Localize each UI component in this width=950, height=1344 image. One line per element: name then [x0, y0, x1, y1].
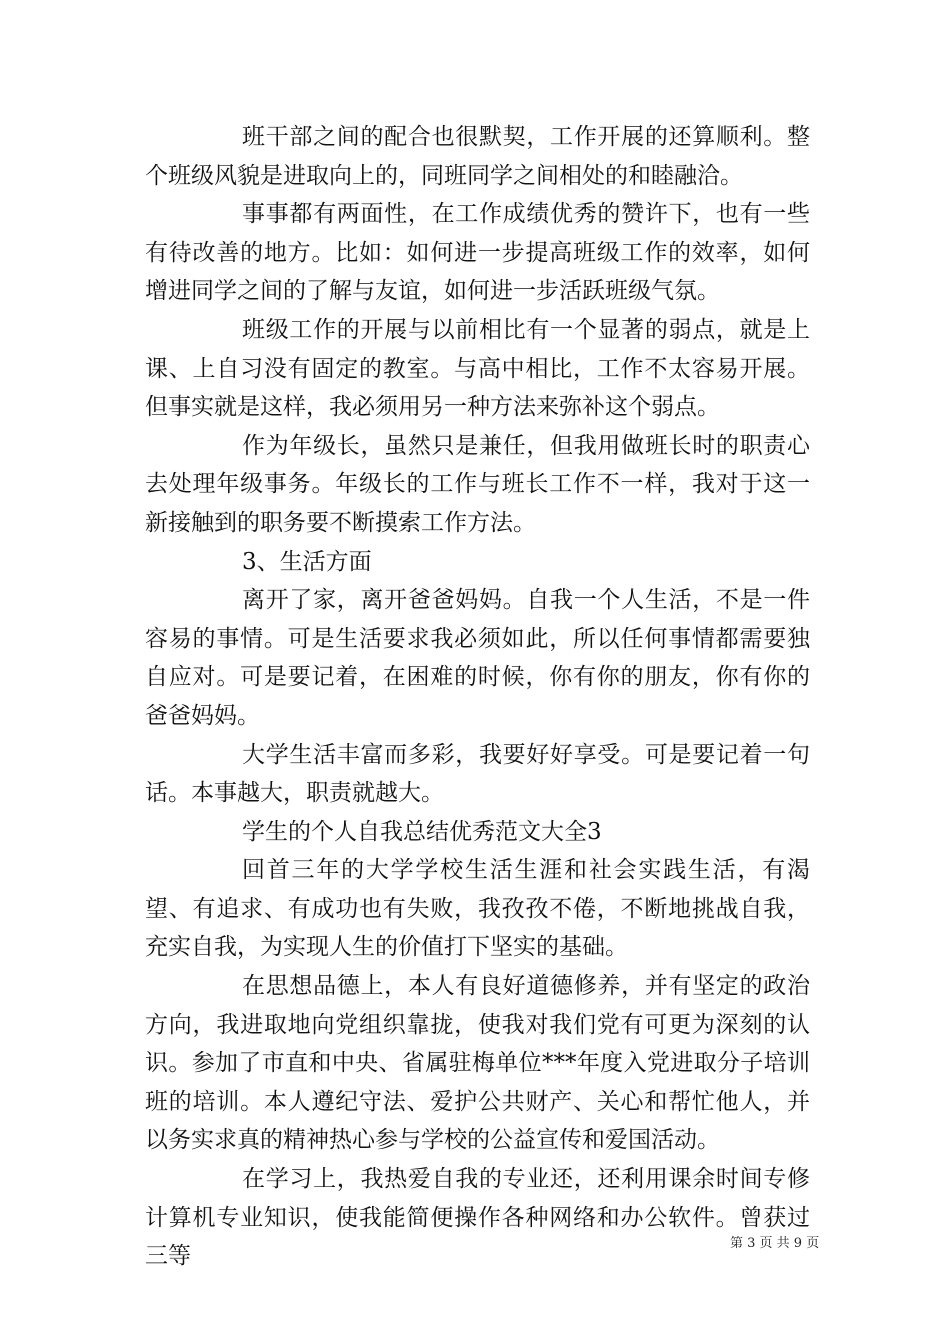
paragraph-class-cadre-cooperation: 班干部之间的配合也很默契，工作开展的还算顺利。整个班级风貌是进取向上的，同班同学之间相处的和睦融洽。 [145, 124, 810, 189]
paragraph-two-sides: 事事都有两面性，在工作成绩优秀的赞许下，也有一些有待改善的地方。比如：如何进一步提高班级工作的效率，如何增进同学之间的了解与友谊，如何进一步活跃班级气氛。 [145, 201, 810, 305]
paragraph-college-life: 大学生活丰富而多彩，我要好好享受。可是要记着一句话。本事越大，职责就越大。 [145, 741, 810, 807]
paragraph-leaving-home: 离开了家，离开爸爸妈妈。自我一个人生活，不是一件容易的事情。可是生活要求我必须如此，所以任何事情都需要独自应对。可是要记着，在困难的时候，你有你的朋友，你有你的爸爸妈妈。 [145, 587, 810, 729]
paragraph-ideology: 在思想品德上，本人有良好道德修养，并有坚定的政治方向，我进取地向党组织靠拢，使我对我们党有可更为深刻的认识。参加了市直和中央、省属驻梅单位***年度入党进取分子培训班的培训。本人遵纪守法、爱护公共财产、关心和帮忙他人，并以务实求真的精神热心参与学校的公益宣传和爱国活动。 [145, 973, 810, 1154]
paragraph-study: 在学习上，我热爱自我的专业还，还利用课余时间专修计算机专业知识，使我能简便操作各种网络和办公软件。曾获过三等 [145, 1166, 810, 1270]
page-number-footer: 第 3 页 共 9 页 [730, 1236, 820, 1251]
paragraph-three-years: 回首三年的大学学校生活生涯和社会实践生活，有渴望、有追求、有成功也有失败，我孜孜不倦，不断地挑战自我，充实自我，为实现人生的价值打下坚实的基础。 [145, 857, 810, 961]
paragraph-weakness: 班级工作的开展与以前相比有一个显著的弱点，就是上课、上自习没有固定的教室。与高中相比，工作不太容易开展。但事实就是这样，我必须用另一种方法来弥补这个弱点。 [145, 316, 810, 421]
section-title-summary-3: 学生的个人自我总结优秀范文大全3 [242, 818, 602, 845]
section-heading-life: 3、生活方面 [242, 548, 372, 575]
paragraph-grade-leader: 作为年级长，虽然只是兼任，但我用做班长时的职责心去处理年级事务。年级长的工作与班长工作不一样，我对于这一新接触到的职务要不断摸索工作方法。 [145, 432, 810, 536]
document-body [145, 118, 810, 1276]
